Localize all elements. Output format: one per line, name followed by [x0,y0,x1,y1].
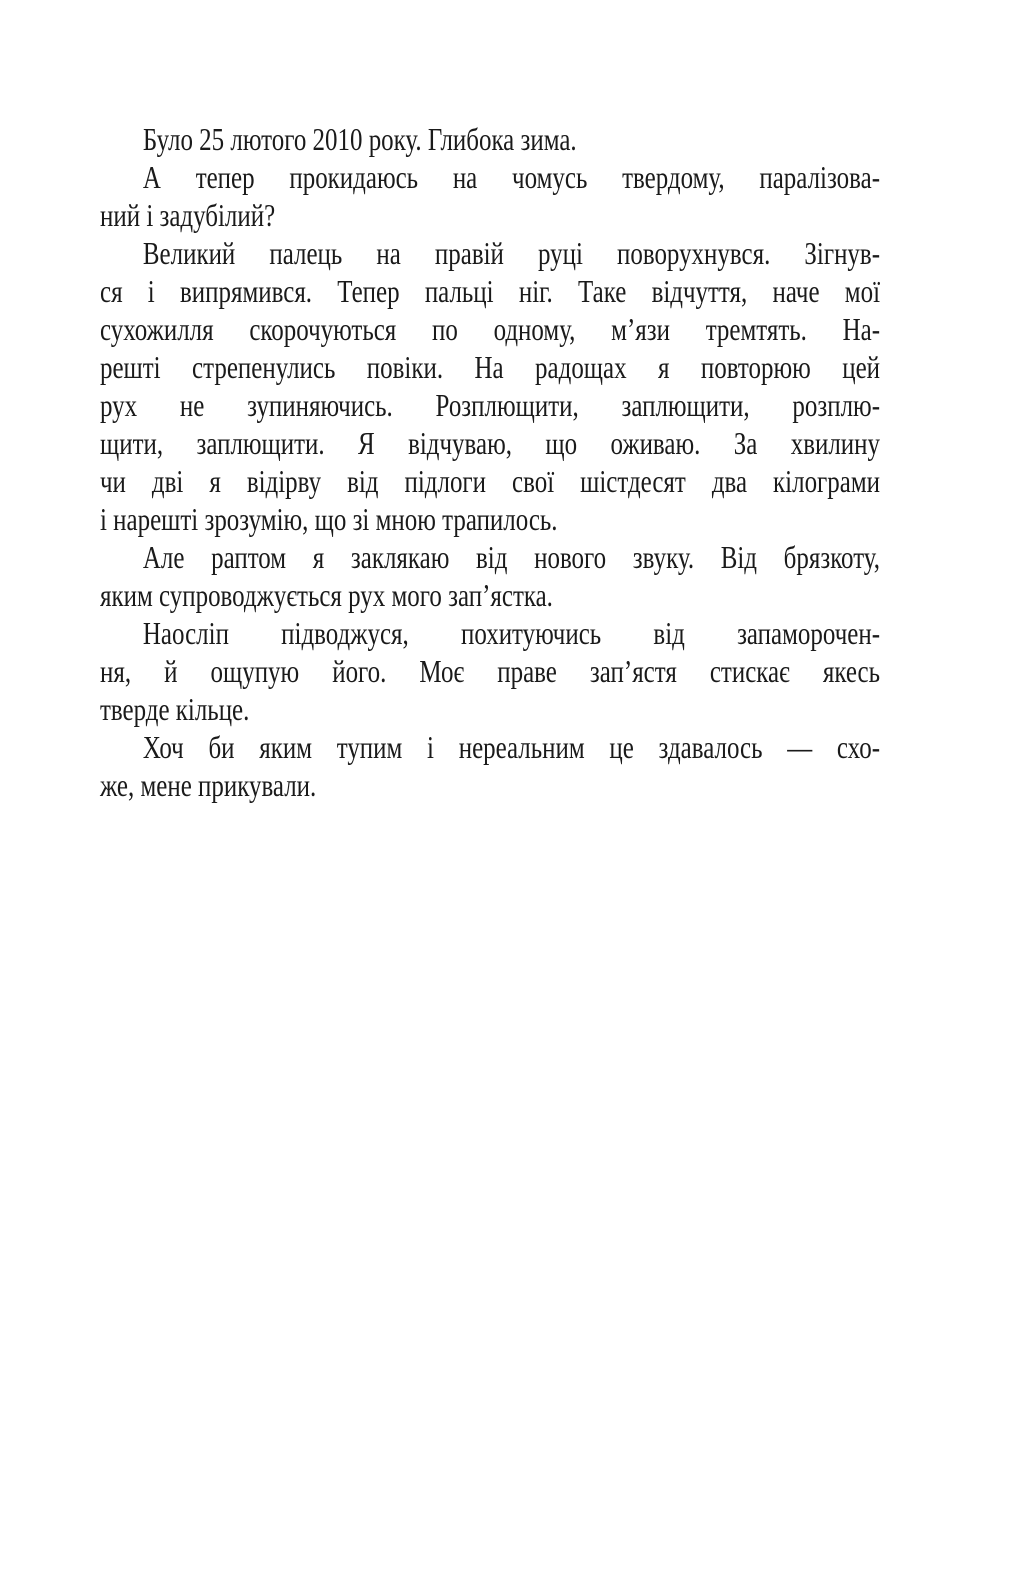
text-line: А тепер прокидаюсь на чомусь твердому, паралізова- [142,159,880,195]
page-text [100,120,880,804]
paragraph [100,158,880,234]
paragraph [100,234,880,538]
text-line: Великий палець на правій руці поворухнувся. Зігнув- [142,235,880,271]
text-line: і нарешті зрозумію, що зі мною трапилось. [100,501,558,537]
text-line: щити, заплющити. Я відчуваю, що оживаю. За хвилину [100,425,880,461]
text-line: чи дві я відірву від підлоги свої шістдесят два кілограми [100,463,880,499]
paragraph [100,728,880,804]
text-line: решті стрепенулись повіки. На радощах я повторюю цей [100,349,880,385]
text-line: яким супроводжується рух мого зап’ястка. [100,577,553,613]
paragraph [100,614,880,728]
text-line: Було 25 лютого 2010 року. Глибока зима. [142,121,577,157]
text-line: тверде кільце. [100,691,250,727]
paragraph [100,538,880,614]
text-line: Хоч би яким тупим і нереальним це здавалось — схо- [142,729,880,765]
text-line: ся і випрямився. Тепер пальці ніг. Таке відчуття, наче мої [100,273,880,309]
text-line: сухожилля скорочуються по одному, м’язи тремтять. На- [100,311,880,347]
text-line: рух не зупиняючись. Розплющити, заплющити, розплю- [100,387,880,423]
text-line: же, мене прикували. [100,767,317,803]
text-line: Наосліп підводжуся, похитуючись від запаморочен- [142,615,880,651]
text-line: ня, й ощупую його. Моє праве зап’ястя стискає якесь [100,653,880,689]
text-line: Але раптом я заклякаю від нового звуку. Від брязкоту, [142,539,880,575]
text-line: ний і задубілий? [100,197,276,233]
paragraph [100,120,880,158]
